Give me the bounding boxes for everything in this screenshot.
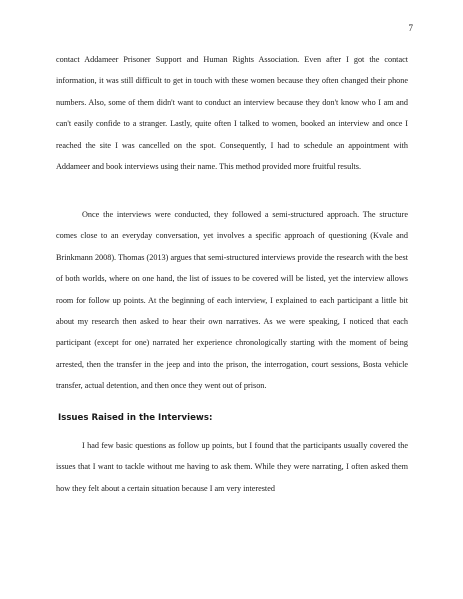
paragraph-text: Once the interviews were conducted, they followed a semi-structured approach. The structure comes close to an everyday conversation, yet involves a specific approach of questioning (Kvale and Brinkmann 2008). Thomas (2013) argues that semi-structured interviews provide the research with the best of both worlds, where on one hand, the list of issues to be covered will be listed, yet the interview allows room for follow up points. At the beginning of each interview, I explained to each participant a little bit about my research then asked to hear their own narratives. As we were speaking, I noticed that each participant (except for one) narrated her experience chronologically starting with the moment of being arrested, then the transfer in the jeep and into the prison, the interrogation, court sessions, Bosta vehicle transfer, actual detention, and then once they went out of prison. (56, 210, 408, 391)
section-heading: Issues Raised in the Interviews: (58, 413, 213, 423)
paragraph-text: contact Addameer Prisoner Support and Human Rights Association. Even after I got the contact information, it was still difficult to get in touch with these women because they often changed their phone numbers. Also, some of them didn't want to conduct an interview because they don't know who I am and can't easily confide to a stranger. Lastly, quite often I talked to women, booked an interview and once I reached the site I was cancelled on the spot. Consequently, I had to schedule an appointment with Addameer and book interviews using their name. This method provided more fruitful results. (56, 55, 408, 172)
paragraph-2 (56, 204, 408, 397)
paragraph-text: I had few basic questions as follow up points, but I found that the participants usually covered the issues that I want to tackle without me having to ask them. While they were narrating, I often asked them how they felt about a certain situation because I am very interested (56, 441, 408, 493)
paragraph-3 (56, 435, 408, 499)
paragraph-1 (56, 49, 408, 177)
page-number: 7 (408, 23, 413, 33)
